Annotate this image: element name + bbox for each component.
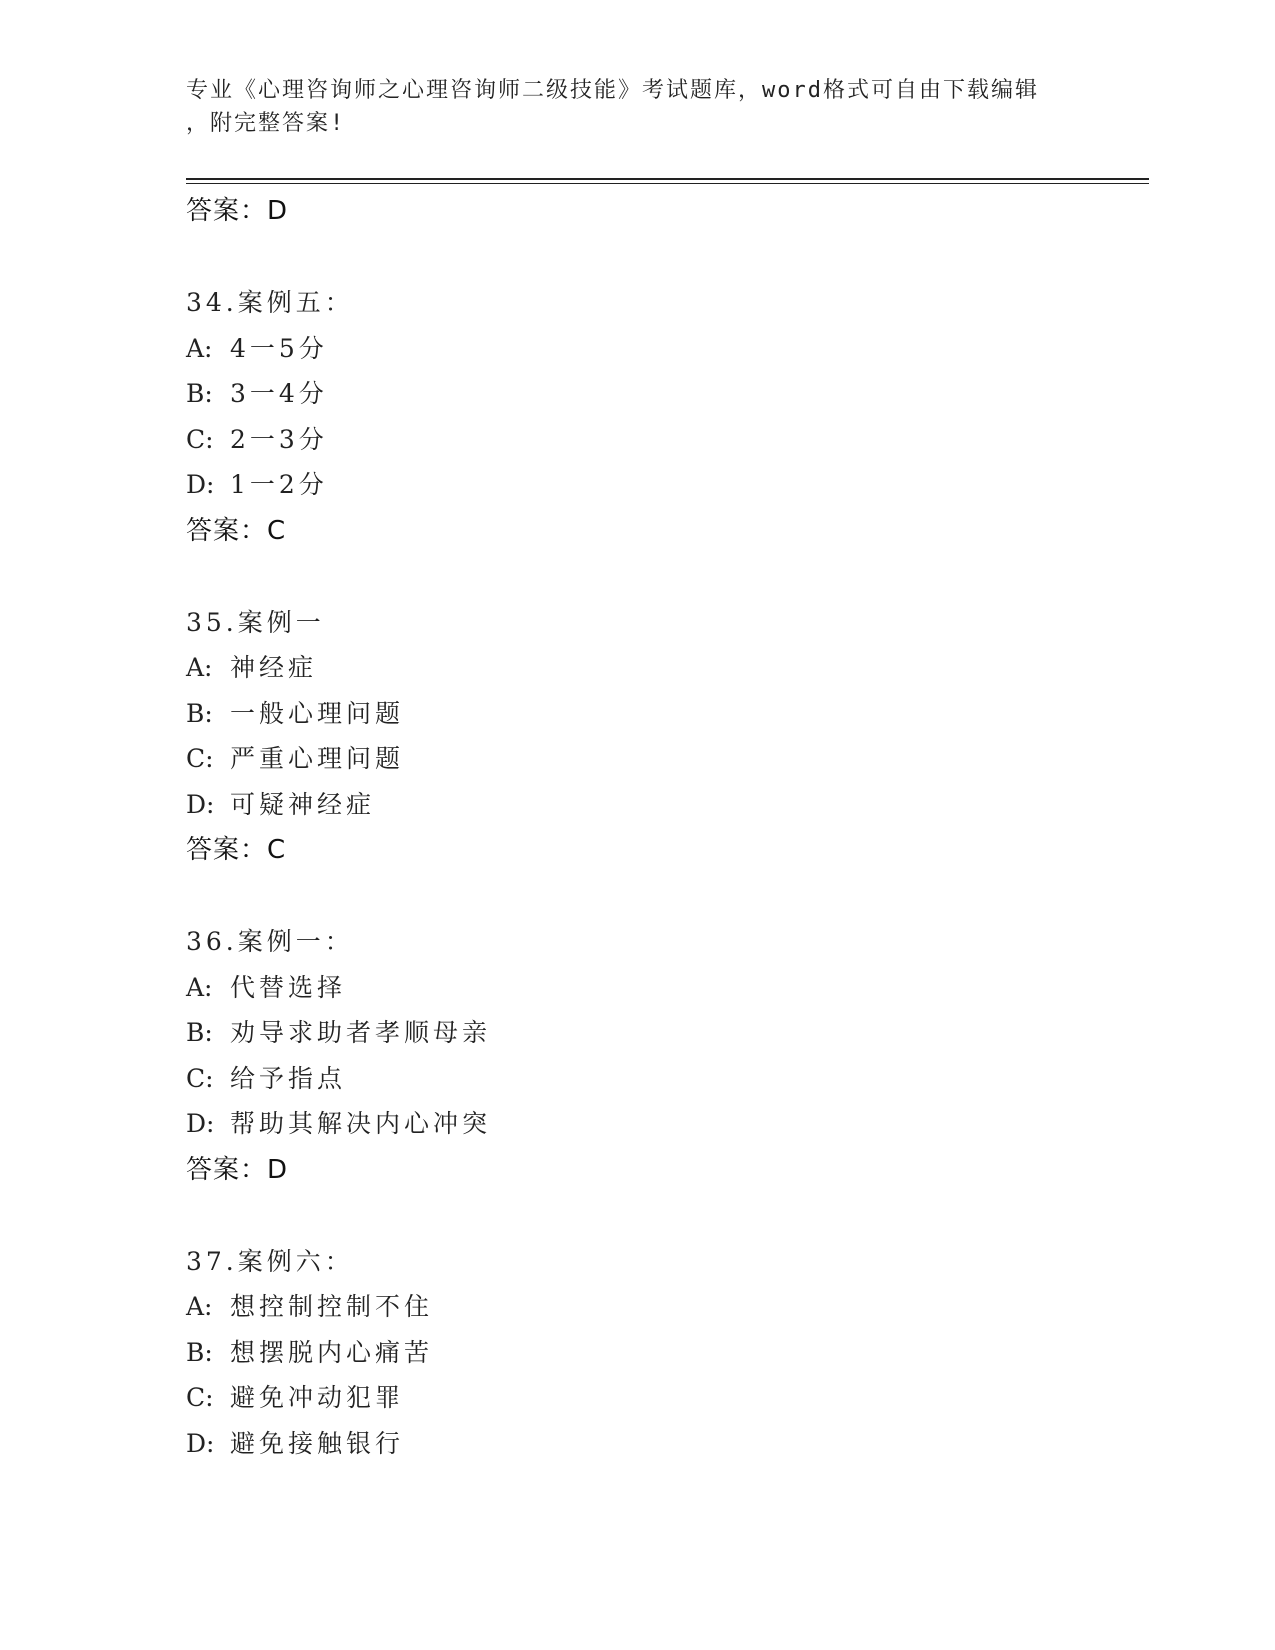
option-d — [186, 462, 1146, 508]
option-letter: D: — [186, 1428, 215, 1458]
question-list — [186, 188, 1146, 1466]
option-text: 严重心理问题 — [230, 744, 405, 773]
option-a — [186, 965, 1146, 1011]
answer-line: 答案：D — [186, 1154, 289, 1185]
option-letter: D: — [186, 1109, 215, 1138]
header-divider-thin — [186, 183, 1149, 184]
option-text: 3一4分 — [230, 379, 328, 408]
question-block — [186, 600, 1146, 874]
option-letter: B: — [186, 1337, 213, 1367]
option-letter: B: — [186, 379, 213, 408]
option-text: 1一2分 — [230, 470, 328, 499]
option-text: 神经症 — [230, 653, 318, 682]
header-divider-thick — [186, 178, 1149, 180]
option-b — [186, 1330, 1146, 1376]
option-letter: A: — [186, 333, 213, 363]
option-text: 想摆脱内心痛苦 — [230, 1337, 434, 1367]
option-d — [186, 782, 1146, 828]
header-line-1: 专业《心理咨询师之心理咨询师二级技能》考试题库，word格式可自由下载编辑 — [186, 78, 1039, 103]
option-c — [186, 736, 1146, 782]
option-d — [186, 1101, 1146, 1147]
option-text: 避免冲动犯罪 — [230, 1383, 405, 1412]
option-d — [186, 1421, 1146, 1467]
option-text: 2一3分 — [230, 424, 328, 454]
option-a — [186, 645, 1146, 691]
option-letter: A: — [186, 653, 213, 682]
answer-line: 答案：C — [186, 835, 287, 865]
question-block — [186, 1239, 1146, 1467]
question-title: 34.案例五： — [186, 288, 354, 317]
option-letter: C: — [186, 1383, 214, 1412]
option-text: 4一5分 — [230, 333, 328, 363]
question-block — [186, 919, 1146, 1193]
spacer — [186, 554, 1146, 600]
option-text: 劝导求助者孝顺母亲 — [230, 1018, 492, 1047]
option-letter: C: — [186, 744, 214, 773]
answer-line: 答案：D — [186, 196, 289, 226]
option-c — [186, 1056, 1146, 1102]
option-letter: D: — [186, 470, 215, 499]
option-text: 想控制控制不住 — [230, 1292, 434, 1321]
option-a — [186, 1284, 1146, 1330]
option-letter: B: — [186, 698, 213, 728]
option-text: 帮助其解决内心冲突 — [230, 1109, 492, 1138]
question-title: 35.案例一 — [186, 607, 325, 637]
option-letter: B: — [186, 1018, 213, 1047]
option-text: 给予指点 — [230, 1063, 347, 1093]
spacer — [186, 1193, 1146, 1239]
question-block — [186, 280, 1146, 554]
option-text: 可疑神经症 — [230, 789, 376, 819]
answer-line: 答案：C — [186, 515, 287, 546]
spacer — [186, 873, 1146, 919]
option-text: 一般心理问题 — [230, 698, 405, 728]
header-line-2: ，附完整答案! — [186, 111, 346, 136]
option-c — [186, 1375, 1146, 1421]
option-text: 代替选择 — [230, 972, 347, 1002]
option-b — [186, 371, 1146, 417]
option-a — [186, 326, 1146, 372]
option-b — [186, 1010, 1146, 1056]
option-letter: D: — [186, 789, 215, 819]
spacer — [186, 234, 1146, 280]
option-letter: A: — [186, 972, 213, 1002]
question-title: 37.案例六： — [186, 1246, 354, 1276]
option-b — [186, 691, 1146, 737]
option-text: 避免接触银行 — [230, 1428, 405, 1458]
option-letter: C: — [186, 1063, 214, 1093]
option-c — [186, 417, 1146, 463]
option-letter: A: — [186, 1292, 213, 1321]
option-letter: C: — [186, 424, 214, 454]
document-header — [186, 74, 1066, 140]
question-title: 36.案例一： — [186, 927, 354, 956]
